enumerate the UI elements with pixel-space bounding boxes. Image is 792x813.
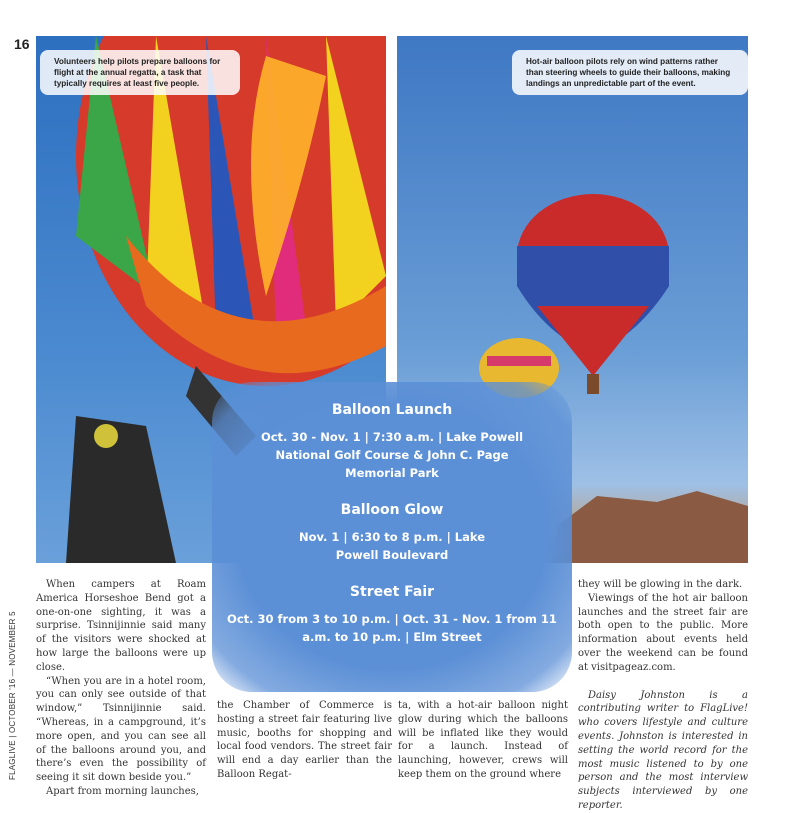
photo-caption-left: Volunteers help pilots prepare balloons for flight at the annual regatta, a task that typically requires at least five people.	[40, 50, 240, 95]
event-details: Oct. 30 - Nov. 1 | 7:30 a.m. | Lake Powell National Golf Course & John C. Page Memorial Park	[260, 430, 524, 480]
article-column-3	[398, 699, 568, 782]
paragraph: When campers at Roam America Horseshoe Bend got a one-on-one sighting, it was a surprise. Tsinnijinnie said many of the visitors were shocked at how large the balloons were up close.	[36, 579, 206, 673]
article-column-1	[36, 578, 206, 799]
paragraph: “When you are in a hotel room, you can only see outside of that window,” Tsinnijinnie said. “Whereas, in a campground, it’s more open, and you can see all of the balloons around you, and there’s even the possibility of seeing it sit down beside you.”	[36, 675, 206, 784]
paragraph: Viewings of the hot air balloon launches and the street fair are both open to the public. More information about events held over the weekend can be found at visitpageaz.com.	[578, 592, 748, 673]
event-title: Balloon Glow	[340, 502, 444, 518]
event-details: Oct. 30 from 3 to 10 p.m. | Oct. 31 - Nov. 1 from 11 a.m. to 10 p.m. | Elm Street	[227, 612, 557, 644]
article-column-2	[217, 699, 392, 782]
paragraph: they will be glowing in the dark.	[578, 579, 743, 590]
article-column-4	[578, 578, 748, 813]
author-bio: Daisy Johnston is a contributing writer to FlagLive! who covers lifestyle and culture events. Johnston is interested in setting the world record for the most music listened to by one person and the most interview subjects interviewed by one reporter.	[578, 689, 748, 811]
event-schedule-box	[212, 382, 572, 692]
event-title: Balloon Launch	[331, 402, 453, 418]
event-title: Street Fair	[349, 584, 435, 600]
event-details: Nov. 1 | 6:30 to 8 p.m. | Lake Powell Boulevard	[298, 530, 486, 562]
paragraph: Apart from morning launches,	[46, 785, 199, 797]
page-number: 16	[14, 36, 30, 52]
paragraph: ta, with a hot-air balloon night glow during which the balloons will be inflated like they would for a launch. Instead of launching, however, crews will keep them on the ground where	[398, 700, 568, 780]
folio: FLAGLIVE | OCTOBER '16 — NOVEMBER 5	[8, 611, 17, 780]
photo-caption-right: Hot-air balloon pilots rely on wind patterns rather than steering wheels to guide their balloons, making landings an unpredictable part of the event.	[512, 50, 748, 95]
paragraph: the Chamber of Commerce is hosting a street fair featuring live music, booths for shopping and local food vendors. The street fair will end a day earlier than the Balloon Regat-	[217, 700, 392, 780]
